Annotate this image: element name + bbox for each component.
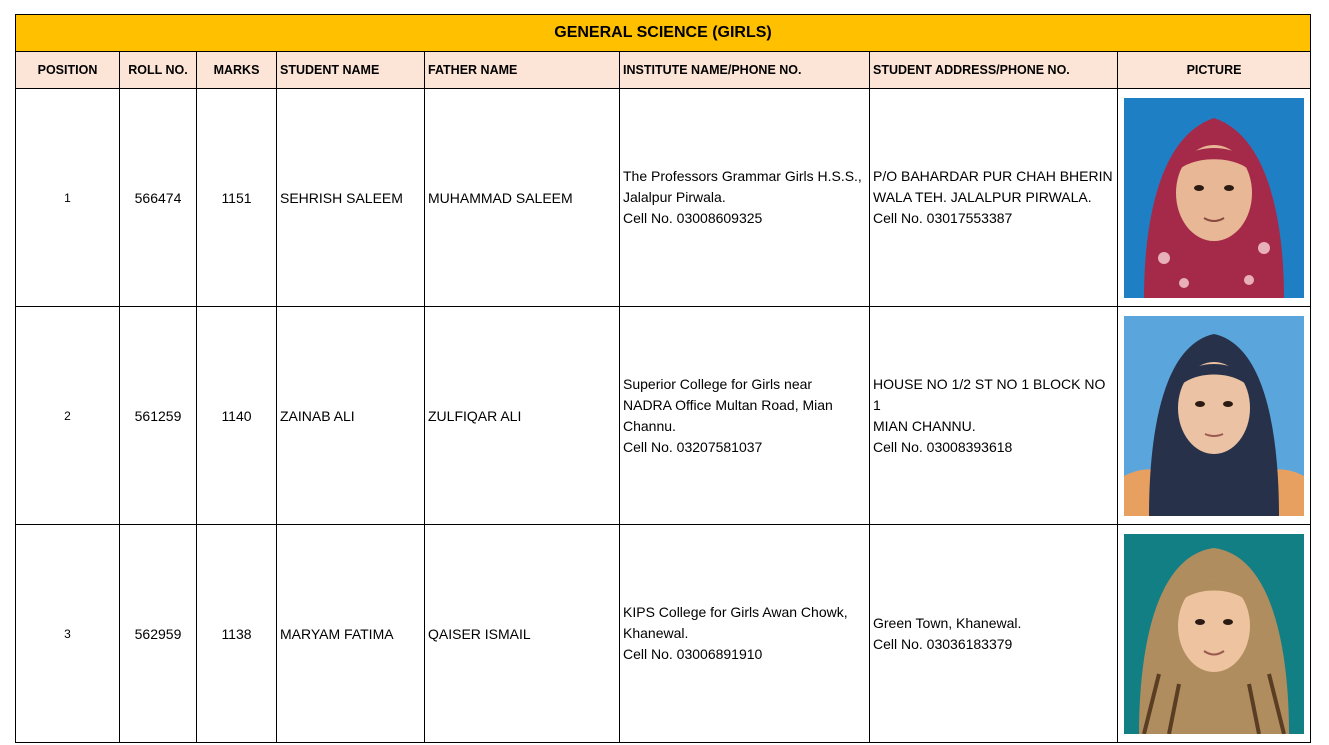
address-cell: [870, 307, 1118, 525]
title-row: [16, 15, 1311, 52]
roll-no-cell: 566474: [120, 89, 197, 307]
marks-cell: 1140: [197, 307, 277, 525]
institute-cell: [620, 525, 870, 743]
institute-line: Jalalpur Pirwala.: [623, 189, 726, 205]
institute-phone: Cell No. 03006891910: [623, 646, 763, 662]
header-marks: MARKS: [197, 52, 277, 89]
header-institute: INSTITUTE NAME/PHONE NO.: [620, 52, 870, 89]
address-cell: [870, 89, 1118, 307]
institute-line: KIPS College for Girls Awan Chowk,: [623, 604, 848, 620]
results-table: [15, 14, 1311, 743]
header-position: POSITION: [16, 52, 120, 89]
student-photo: [1124, 316, 1304, 516]
institute-cell: [620, 89, 870, 307]
position-cell: 3: [16, 525, 120, 743]
institute-line: Superior College for Girls near: [623, 375, 813, 392]
address-line: MIAN CHANNU.: [873, 417, 976, 434]
address-phone: Cell No. 03017553387: [873, 210, 1013, 226]
header-father-name: FATHER NAME: [425, 52, 620, 89]
student-photo: [1124, 98, 1304, 298]
position-cell: 1: [16, 89, 120, 307]
father-name-cell: MUHAMMAD SALEEM: [425, 89, 620, 307]
institute-line: Khanewal.: [623, 625, 689, 641]
picture-cell: [1118, 307, 1311, 525]
address-cell: [870, 525, 1118, 743]
institute-phone: Cell No. 03008609325: [623, 210, 763, 226]
institute-cell: [620, 307, 870, 525]
address-line: WALA TEH. JALALPUR PIRWALA.: [873, 189, 1092, 205]
student-name-cell: MARYAM FATIMA: [277, 525, 425, 743]
address-phone: Cell No. 03036183379: [873, 635, 1013, 652]
father-name-cell: QAISER ISMAIL: [425, 525, 620, 743]
address-line: Green Town, Khanewal.: [873, 614, 1022, 631]
institute-line: Channu.: [623, 417, 676, 434]
father-name-cell: ZULFIQAR ALI: [425, 307, 620, 525]
student-name-cell: ZAINAB ALI: [277, 307, 425, 525]
institute-line: NADRA Office Multan Road, Mian: [623, 396, 833, 413]
student-name-cell: SEHRISH SALEEM: [277, 89, 425, 307]
address-phone: Cell No. 03008393618: [873, 438, 1013, 455]
roll-no-cell: 562959: [120, 525, 197, 743]
header-student-name: STUDENT NAME: [277, 52, 425, 89]
institute-line: The Professors Grammar Girls H.S.S.,: [623, 168, 862, 184]
header-roll-no: ROLL NO.: [120, 52, 197, 89]
institute-phone: Cell No. 03207581037: [623, 438, 763, 455]
roll-no-cell: 561259: [120, 307, 197, 525]
position-cell: 2: [16, 307, 120, 525]
header-row: [16, 52, 1311, 89]
student-photo: [1124, 534, 1304, 734]
address-line: P/O BAHARDAR PUR CHAH BHERIN: [873, 168, 1113, 184]
header-address: STUDENT ADDRESS/PHONE NO.: [870, 52, 1118, 89]
picture-cell: [1118, 89, 1311, 307]
header-picture: PICTURE: [1118, 52, 1311, 89]
marks-cell: 1138: [197, 525, 277, 743]
picture-cell: [1118, 525, 1311, 743]
table-title: GENERAL SCIENCE (GIRLS): [16, 15, 1311, 52]
table-row: [16, 307, 1311, 525]
marks-cell: 1151: [197, 89, 277, 307]
table-row: [16, 525, 1311, 743]
table-row: [16, 89, 1311, 307]
address-line: HOUSE NO 1/2 ST NO 1 BLOCK NO 1: [873, 375, 1106, 413]
